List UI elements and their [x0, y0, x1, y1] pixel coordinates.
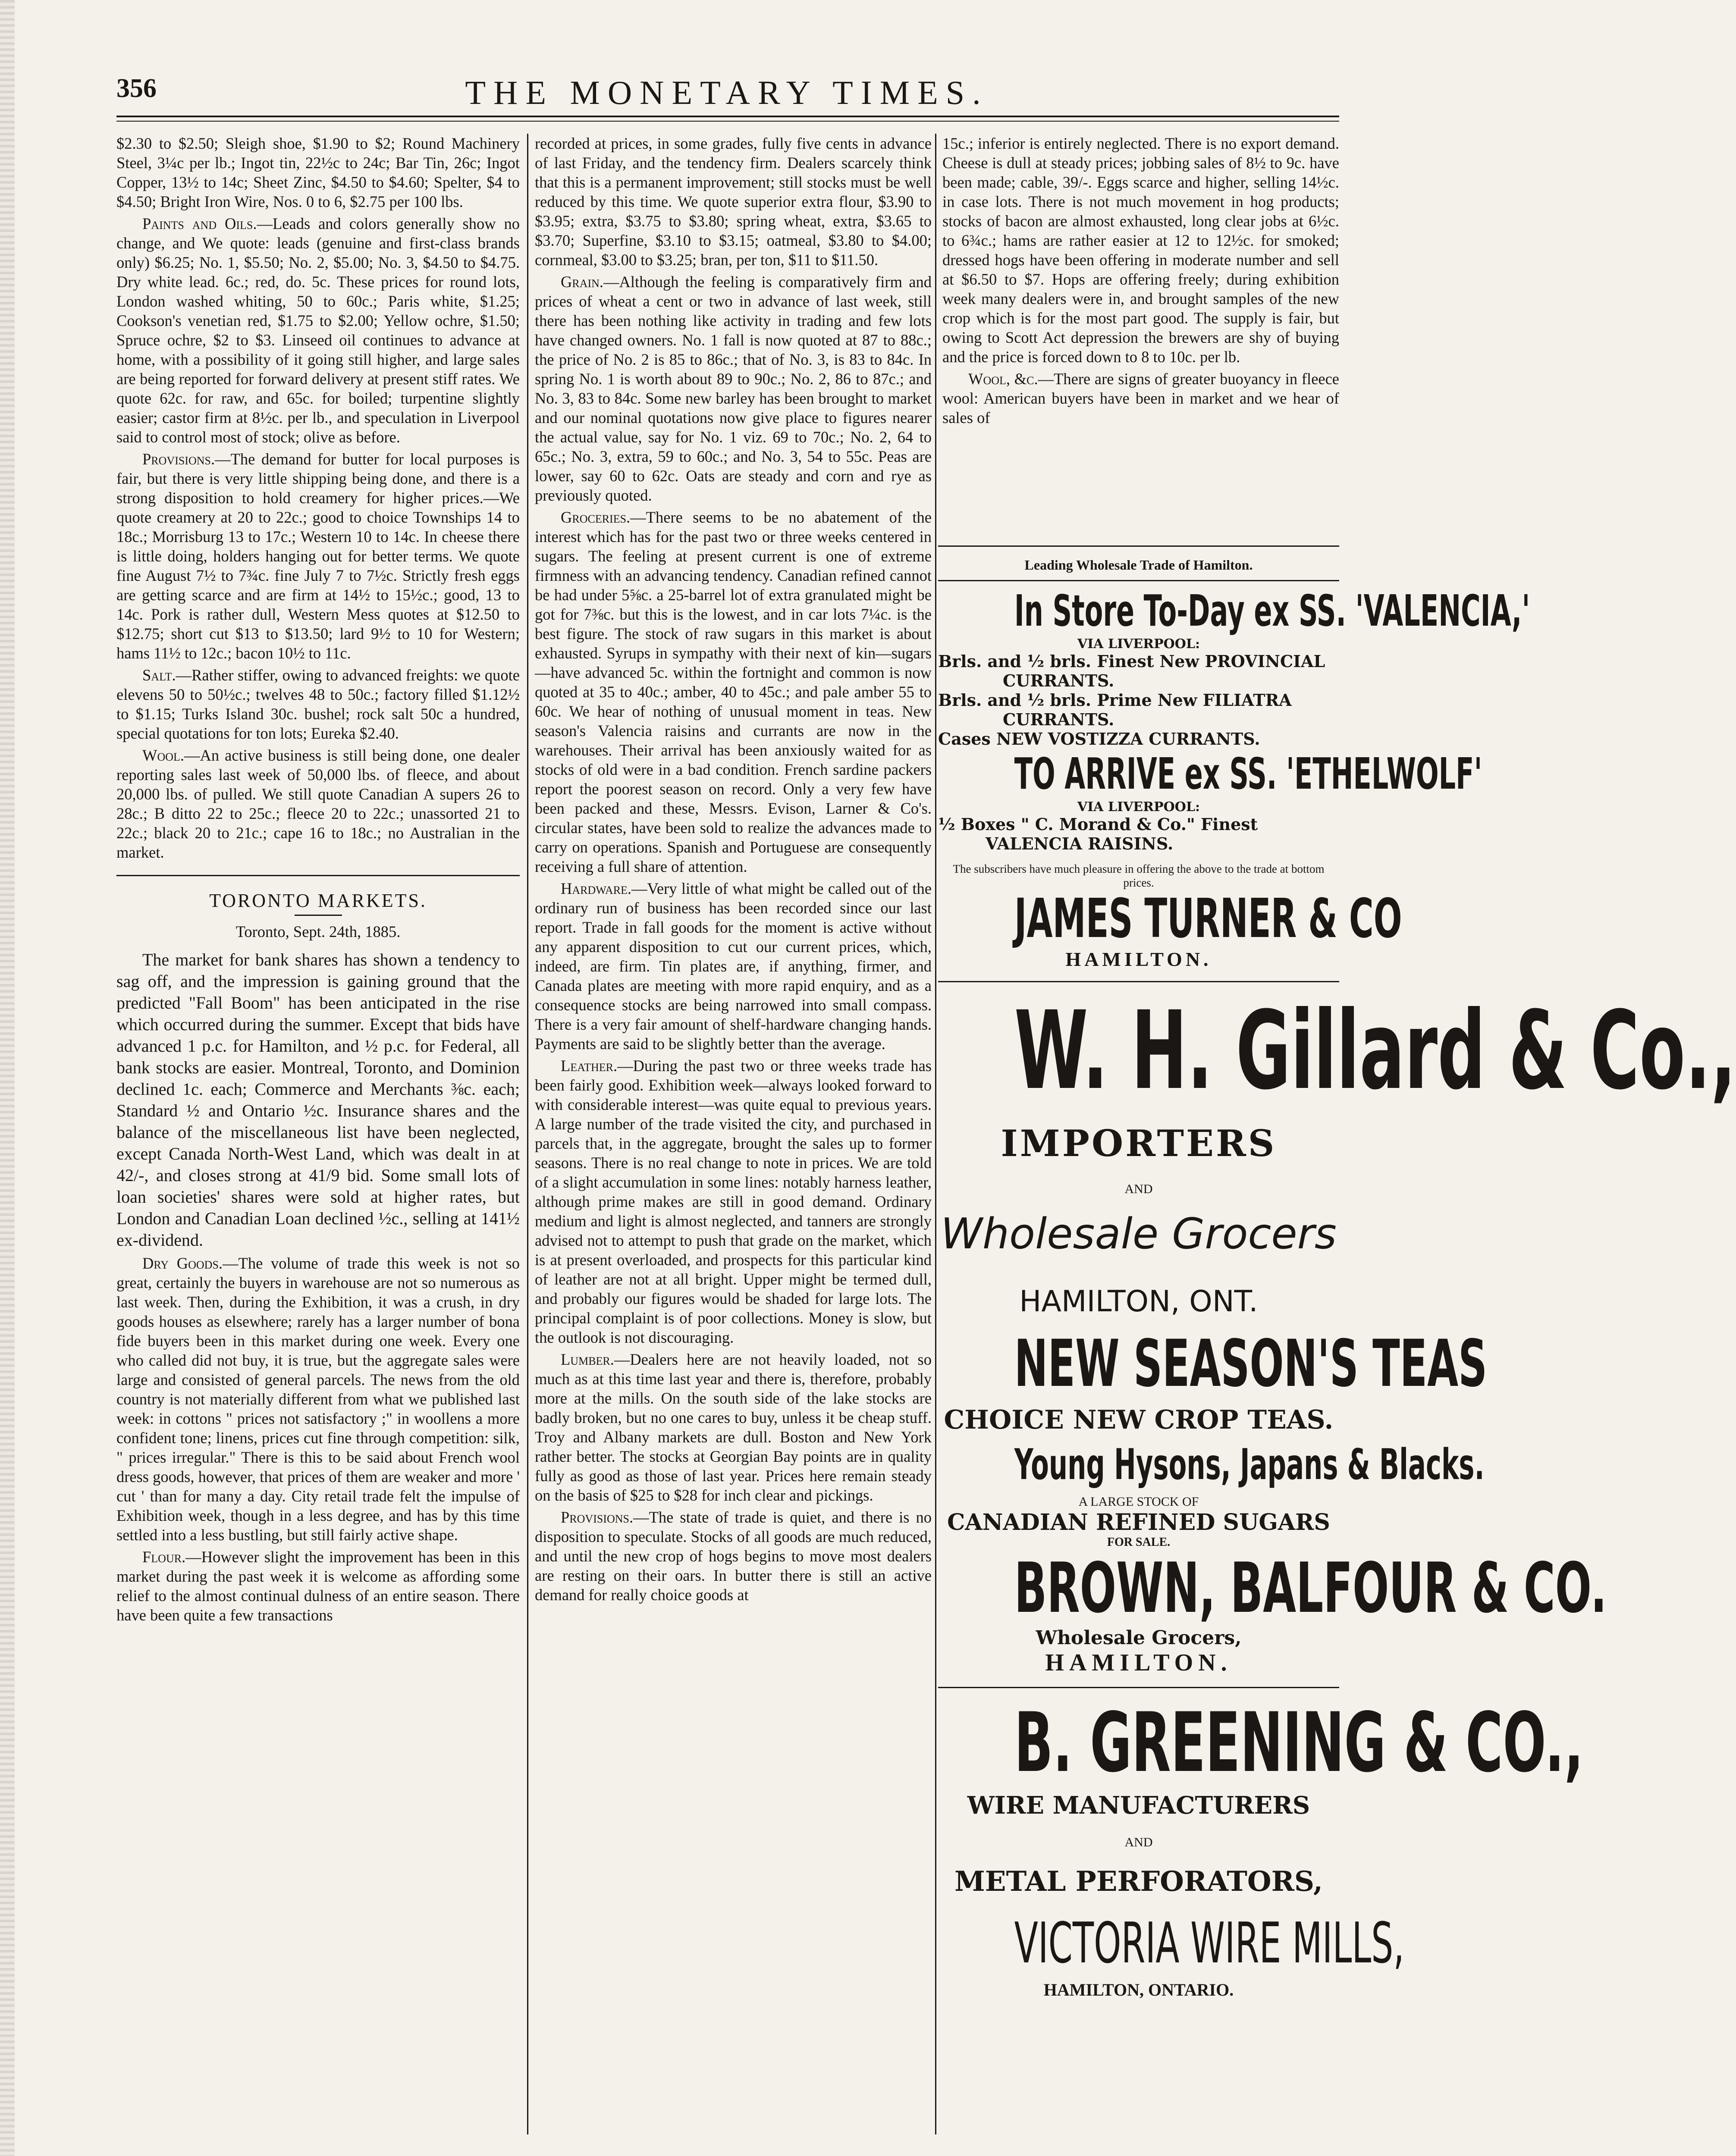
ad-rule	[938, 580, 1339, 581]
ad-firm-name: B. GREENING & CO.,	[1014, 1695, 1584, 1790]
ad-note: The subscribers have much pleasure in offering the above to the trade at bottom prices.	[953, 862, 1325, 889]
paragraph-salt: Salt.—Rather stiffer, owing to advanced freights: we quote elevens 50 to 50½c.; twelves 48 to 50c.; factory filled $1.12½ to $1.15; Turks Island 30c. bushel; rock salt 50c a hundred, special quotations for ton lots; Eureka $2.40.	[116, 666, 520, 742]
ad-text: CURRANTS.	[1003, 671, 1114, 690]
ad-gillard	[938, 988, 1736, 1319]
section-head: Salt.	[142, 666, 176, 684]
column-rule	[527, 134, 528, 2134]
ads-box-title: Leading Wholesale Trade of Hamilton.	[1024, 557, 1253, 573]
header-rule-thin	[116, 121, 1339, 122]
ad-text: CANADIAN REFINED SUGARS	[947, 1509, 1330, 1536]
ad-city: HAMILTON.	[1045, 1649, 1232, 1676]
ad-city: HAMILTON, ONT.	[1019, 1285, 1258, 1319]
ad-text: CURRANTS.	[1003, 710, 1114, 729]
ad-text: Wholesale Grocers,	[1036, 1627, 1242, 1649]
ad-headline: NEW SEASON'S TEAS	[1014, 1326, 1488, 1401]
ad-text: Brls. and ½ brls. Finest New PROVINCIAL	[938, 652, 1325, 671]
section-head: Dry Goods.	[142, 1254, 223, 1272]
section-head: Groceries.	[561, 508, 631, 526]
advertisements	[938, 545, 1736, 2000]
ad-text: WIRE MANUFACTURERS	[967, 1791, 1310, 1820]
paragraph-provisions-2: Provisions.—The state of trade is quiet, and there is no disposition to speculate. Stocks of all goods are much reduced, and until the new crop of hogs begins to move most dealers are resting on their oars. In butter there is still an active demand for really choice goods at	[535, 1508, 932, 1604]
masthead-title: THE MONETARY TIMES.	[465, 74, 989, 111]
paragraph-dry-goods: Dry Goods.—The volume of trade this week is not so great, certainly the buyers in warehouse are not so numerous as last week. Then, during the Exhibition, it was a crush, in dry goods houses as elsewhere; rarely has a larger number of bona fide buyers been in this market during one week. Every one who called did not buy, it is true, but the aggregate sales were large and consisted of general parcels. The news from the old country is not materially different from what we published last week: in cottons " prices not satisfactory ;" in woollens a more confident tone; linens, prices cut fine through competition: silk, " prices irregular." There is this to be said about French wool dress goods, however, that prices of them are weaker and more ' cut ' than for many a day. City retail trade felt the impulse of Exhibition week, though in a less degree, and has by this time settled into a less bustling, but still fairly active shape.	[116, 1254, 520, 1544]
paragraph-groceries: Groceries.—There seems to be no abatement of the interest which has for the past two or three weeks centered in sugars. The feeling at present current is one of extreme firmness with an advancing tendency. Canadian refined cannot be had under 5⅝c. a 25-barrel lot of extra granulated might be got for 7⅜c. but this is the lowest, and in car lots 7¼c. is the best figure. The stock of raw sugars in this market is about exhausted. Syrups in sympathy with their next of kin—sugars—have advanced 5c. within the fortnight and common is now quoted at 35 to 40c.; amber, 40 to 45c.; and pale amber 55 to 60c. We hear of nothing of unusual moment in teas. New season's Valencia raisins and currants are now in the warehouses. Their arrival has been anxiously waited for as stocks of old were in a bad condition. French sardine packers report the poorest season on record. Only a very few have been packed and these, Messrs. Evison, Larner & Co's. circular states, have been sold to realize the advances made to carry on operations. Spanish and Portuguese are consequently receiving a full share of attention.	[535, 508, 932, 875]
ad-text: A LARGE STOCK OF	[1078, 1495, 1199, 1509]
ad-text: VICTORIA WIRE MILLS,	[1014, 1910, 1405, 1976]
section-head: Wool.	[142, 746, 185, 764]
page-binding-edge	[0, 0, 15, 2156]
dateline: Toronto, Sept. 24th, 1885.	[235, 923, 401, 940]
ad-text: VIA LIVERPOOL:	[1077, 636, 1200, 652]
ad-city: HAMILTON.	[1065, 948, 1212, 970]
ad-greening	[938, 1695, 1584, 2000]
paragraph: recorded at prices, in some grades, fully five cents in advance of last Friday, and the tendency firm. Dealers scarcely think that this is a permanent improvement; still stocks must be well reduced by this time. We quote superior extra flour, $3.90 to $3.95; extra, $3.75 to $3.80; spring wheat, extra, $3.65 to $3.70; Superfine, $3.10 to $3.15; oatmeal, $3.80 to $4.00; cornmeal, $3.00 to $3.25; bran, per ton, $11 to $11.50.	[535, 135, 932, 269]
ad-text: AND	[1124, 1182, 1153, 1196]
section-head: Leather.	[561, 1057, 618, 1075]
section-head: Provisions.	[561, 1508, 634, 1526]
ad-firm-name: W. H. Gillard & Co.,	[1014, 988, 1736, 1113]
column-1	[116, 134, 520, 1627]
paragraph-paints: Paints and Oils.—Leads and colors generally show no change, and We quote: leads (genuine and first-class brands only) $6.25; No. 1, $5.50; No. 2, $5.00; No. 3, $4.50 to $4.75. Dry white lead. 6c.; red, do. 5c. These prices for round lots, London washed whiting, 50 to 60c.; Paris white, $1.25; Cookson's venetian red, $1.75 to $2.00; Yellow ochre, $1.50; Spruce ochre, $2 to $3. Linseed oil continues to advance at home, with a possibility of it going still higher, and large sales are being reported for forward delivery at present stiff rates. We quote 62c. for raw, and 65c. for boiled; turpentine slightly easier; castor firm at 8½c. per lb., and speculation in Liverpool said to control most of stock; olive as before.	[116, 215, 520, 446]
ad-text: ½ Boxes " C. Morand & Co." Finest	[938, 815, 1258, 834]
ad-text: IMPORTERS	[1001, 1122, 1277, 1165]
header-rule	[116, 116, 1339, 117]
paragraph-bank-shares: The market for bank shares has shown a tendency to sag off, and the impression is gaining ground that the predicted "Fall Boom" has been anticipated in the rise which occurred during the summer. Except that bids have advanced 1 p.c. for Hamilton, and ½ p.c. for Federal, all bank stocks are easier. Montreal, Toronto, and Dominion declined 1c. each; Commerce and Merchants ⅜c. each; Standard ½ and Ontario ½c. Insurance shares and the balance of the miscellaneous list have been neglected, except Canada North-West Land, which was dealt in at 42/-, and closes strong at 41/9 bid. Some small lots of loan societies' shares were sold at higher rates, but London and Canadian Loan declined ½c., selling at 141½ ex-dividend.	[116, 950, 520, 1250]
section-head: Provisions.	[142, 450, 215, 468]
page-header	[116, 65, 1337, 116]
page-number: 356	[116, 74, 157, 103]
ad-text: Wholesale Grocers	[941, 1210, 1337, 1259]
section-head: Wool, &c.	[968, 370, 1038, 388]
short-rule	[295, 915, 342, 916]
column-3	[942, 134, 1339, 430]
ad-headline: In Store To-Day ex SS. 'VALENCIA,'	[1014, 586, 1530, 636]
ad-firm-name: JAMES TURNER & CO	[1014, 887, 1402, 950]
toronto-markets-title: TORONTO MARKETS.	[209, 890, 427, 911]
ad-headline: TO ARRIVE ex SS. 'ETHELWOLF'	[1014, 749, 1482, 799]
ad-text: Cases NEW VOSTIZZA CURRANTS.	[938, 729, 1260, 749]
ad-text: Young Hysons, Japans & Blacks.	[1014, 1440, 1485, 1489]
paragraph: 15c.; inferior is entirely neglected. There is no export demand. Cheese is dull at steady prices; jobbing sales of 8½ to 9c. have been made; cable, 39/-. Eggs scarce and higher, selling 14½c. in case lots. There is not much movement in hog products; stocks of bacon are almost exhausted, long clear jobs at 6½c. to 6¾c.; hams are rather easier at 12 to 12½c. for smoked; dressed hogs have been offering in moderate number and sell at $6.50 to $7. Hops are offering freely; during exhibition week many dealers were in, and brought samples of the new crop which is for the most part good. The supply is fair, but owing to Scott Act depression the brewers are shy of buying and the price is forced down to 8 to 10c. per lb.	[942, 135, 1339, 366]
ad-text: Brls. and ½ brls. Prime New FILIATRA	[938, 690, 1292, 710]
ad-james-turner	[938, 586, 1530, 971]
section-head: Flour.	[142, 1548, 186, 1566]
ad-text: VALENCIA RAISINS.	[986, 834, 1174, 853]
ad-brown-balfour	[938, 1326, 1607, 1677]
ad-text: VIA LIVERPOOL:	[1077, 799, 1200, 815]
ad-firm-name: BROWN, BALFOUR & CO.	[1014, 1548, 1607, 1628]
paragraph-lumber: Lumber.—Dealers here are not heavily loaded, not so much as at this time last year and there is, therefore, probably more at the mills. On the south side of the lake stocks are badly broken, but no one cares to buy, unless it be cheap stuff. Troy and Albany markets are dull. Boston and New York rather better. The stocks at Georgian Bay points are in quality fully as good as those of last year. Prices here remain steady on the basis of $25 to $28 for inch clear and pickings.	[535, 1351, 932, 1504]
section-divider	[116, 875, 520, 876]
ad-text: AND	[1124, 1835, 1153, 1849]
section-head: Paints and Oils.	[142, 215, 257, 232]
paragraph-hardware: Hardware.—Very little of what might be called out of the ordinary run of business has been recorded since our last report. Trade in fall goods for the moment is active without any apparent disposition to cut our current prices, which, indeed, are firm. Tin plates are, if anything, firmer, and Canada plates are meeting with more rapid enquiry, and as a consequence stocks are being narrowed into small compass. There is a very fair amount of shelf-hardware changing hands. Payments are said to be slightly better than the average.	[535, 880, 932, 1053]
section-head: Hardware.	[561, 880, 632, 897]
ad-rule	[938, 981, 1339, 982]
column-rule	[935, 134, 936, 2134]
ad-text: METAL PERFORATORS,	[954, 1865, 1323, 1898]
ad-rule	[938, 1687, 1339, 1688]
ad-text: CHOICE NEW CROP TEAS.	[944, 1405, 1334, 1435]
ad-rule	[938, 545, 1339, 547]
paragraph-provisions: Provisions.—The demand for butter for local purposes is fair, but there is very little shipping being done, and there is a strong disposition to hold creamery for higher prices.—We quote creamery at 20 to 22c.; good to choice Townships 14 to 18c.; Morrisburg 13 to 17c.; Western 10 to 14c. In cheese there is little doing, holders hanging out for better terms. We quote fine August 7½ to 7¾c. fine July 7 to 7½c. Strictly fresh eggs are getting scarce and are firm at 14½ to 15½c.; good, 13 to 14c. Pork is rather dull, Western Mess quotes at $12.50 to $12.75; short cut $13 to $13.50; lard 9½ to 10 for Western; hams 11½ to 12c.; bacon 10½ to 11c.	[116, 450, 520, 662]
section-head: Lumber.	[561, 1351, 614, 1368]
ad-city: HAMILTON, ONTARIO.	[1043, 1980, 1234, 1999]
paragraph-wool-2: Wool, &c.—There are signs of greater buoyancy in fleece wool: American buyers have been in market and we hear of sales of	[942, 370, 1339, 426]
ad-text: FOR SALE.	[1107, 1536, 1171, 1549]
paragraph-flour: Flour.—However slight the improvement has been in this market during the past week it is welcome as affording some relief to the almost continual dulness of an entire season. There have been quite a few transactions	[116, 1548, 520, 1624]
paragraph-wool: Wool.—An active business is still being done, one dealer reporting sales last week of 50,000 lbs. of fleece, and about 20,000 lbs. of pulled. We still quote Canadian A supers 26 to 28c.; B ditto 22 to 25c.; fleece 20 to 22c.; unassorted 21 to 22c.; black 20 to 21c.; cape 16 to 18c.; no Australian in the market.	[116, 746, 520, 861]
paragraph-grain: Grain.—Although the feeling is comparatively firm and prices of wheat a cent or two in advance of last week, still there has been nothing like activity in trading and few lots have changed owners. No. 1 fall is now quoted at 87 to 88c.; the price of No. 2 is 85 to 86c.; that of No. 3, is 83 to 84c. In spring No. 1 is worth about 89 to 90c.; No. 2, 86 to 87c.; and No. 3, 83 to 84c. Some new barley has been brought to market and our nominal quotations now give place to figures nearer the actual value, say for No. 1 viz. 69 to 70c.; No. 2, 64 to 65c.; No. 3, extra, 59 to 60c.; and No. 3, 54 to 55c. Peas are lower, say 60 to 62c. Oats are steady and corn and rye as previously quoted.	[535, 273, 932, 504]
column-2	[535, 134, 932, 1607]
paragraph: $2.30 to $2.50; Sleigh shoe, $1.90 to $2; Round Machinery Steel, 3¼c per lb.; Ingot tin, 22½c to 24c; Bar Tin, 26c; Ingot Copper, 13½ to 14c; Sheet Zinc, $4.50 to $4.60; Spelter, $4 to $4.50; Bright Iron Wire, Nos. 0 to 6, $2.75 per 100 lbs.	[116, 135, 520, 210]
section-head: Grain.	[561, 273, 604, 291]
paragraph-leather: Leather.—During the past two or three weeks trade has been fairly good. Exhibition week—always looked forward to with considerable interest—was quite equal to previous years. A large number of the trade visited the city, and purchased in parcels that, in the aggregate, brought the sales up to former seasons. There is no real change to note in prices. We are told of a slight accumulation in some lines: notably harness leather, although prime makes are still in good demand. Ordinary medium and light is almost neglected, and tanners are strongly advised not to attempt to push that grade on the market, which is at present overloaded, and prospects for this particular kind of leather are not at all bright. Upper might be termed dull, and probably our figures would be shaded for large lots. The principal complaint is of poor collections. Money is slow, but the outlook is not discouraging.	[535, 1057, 932, 1346]
